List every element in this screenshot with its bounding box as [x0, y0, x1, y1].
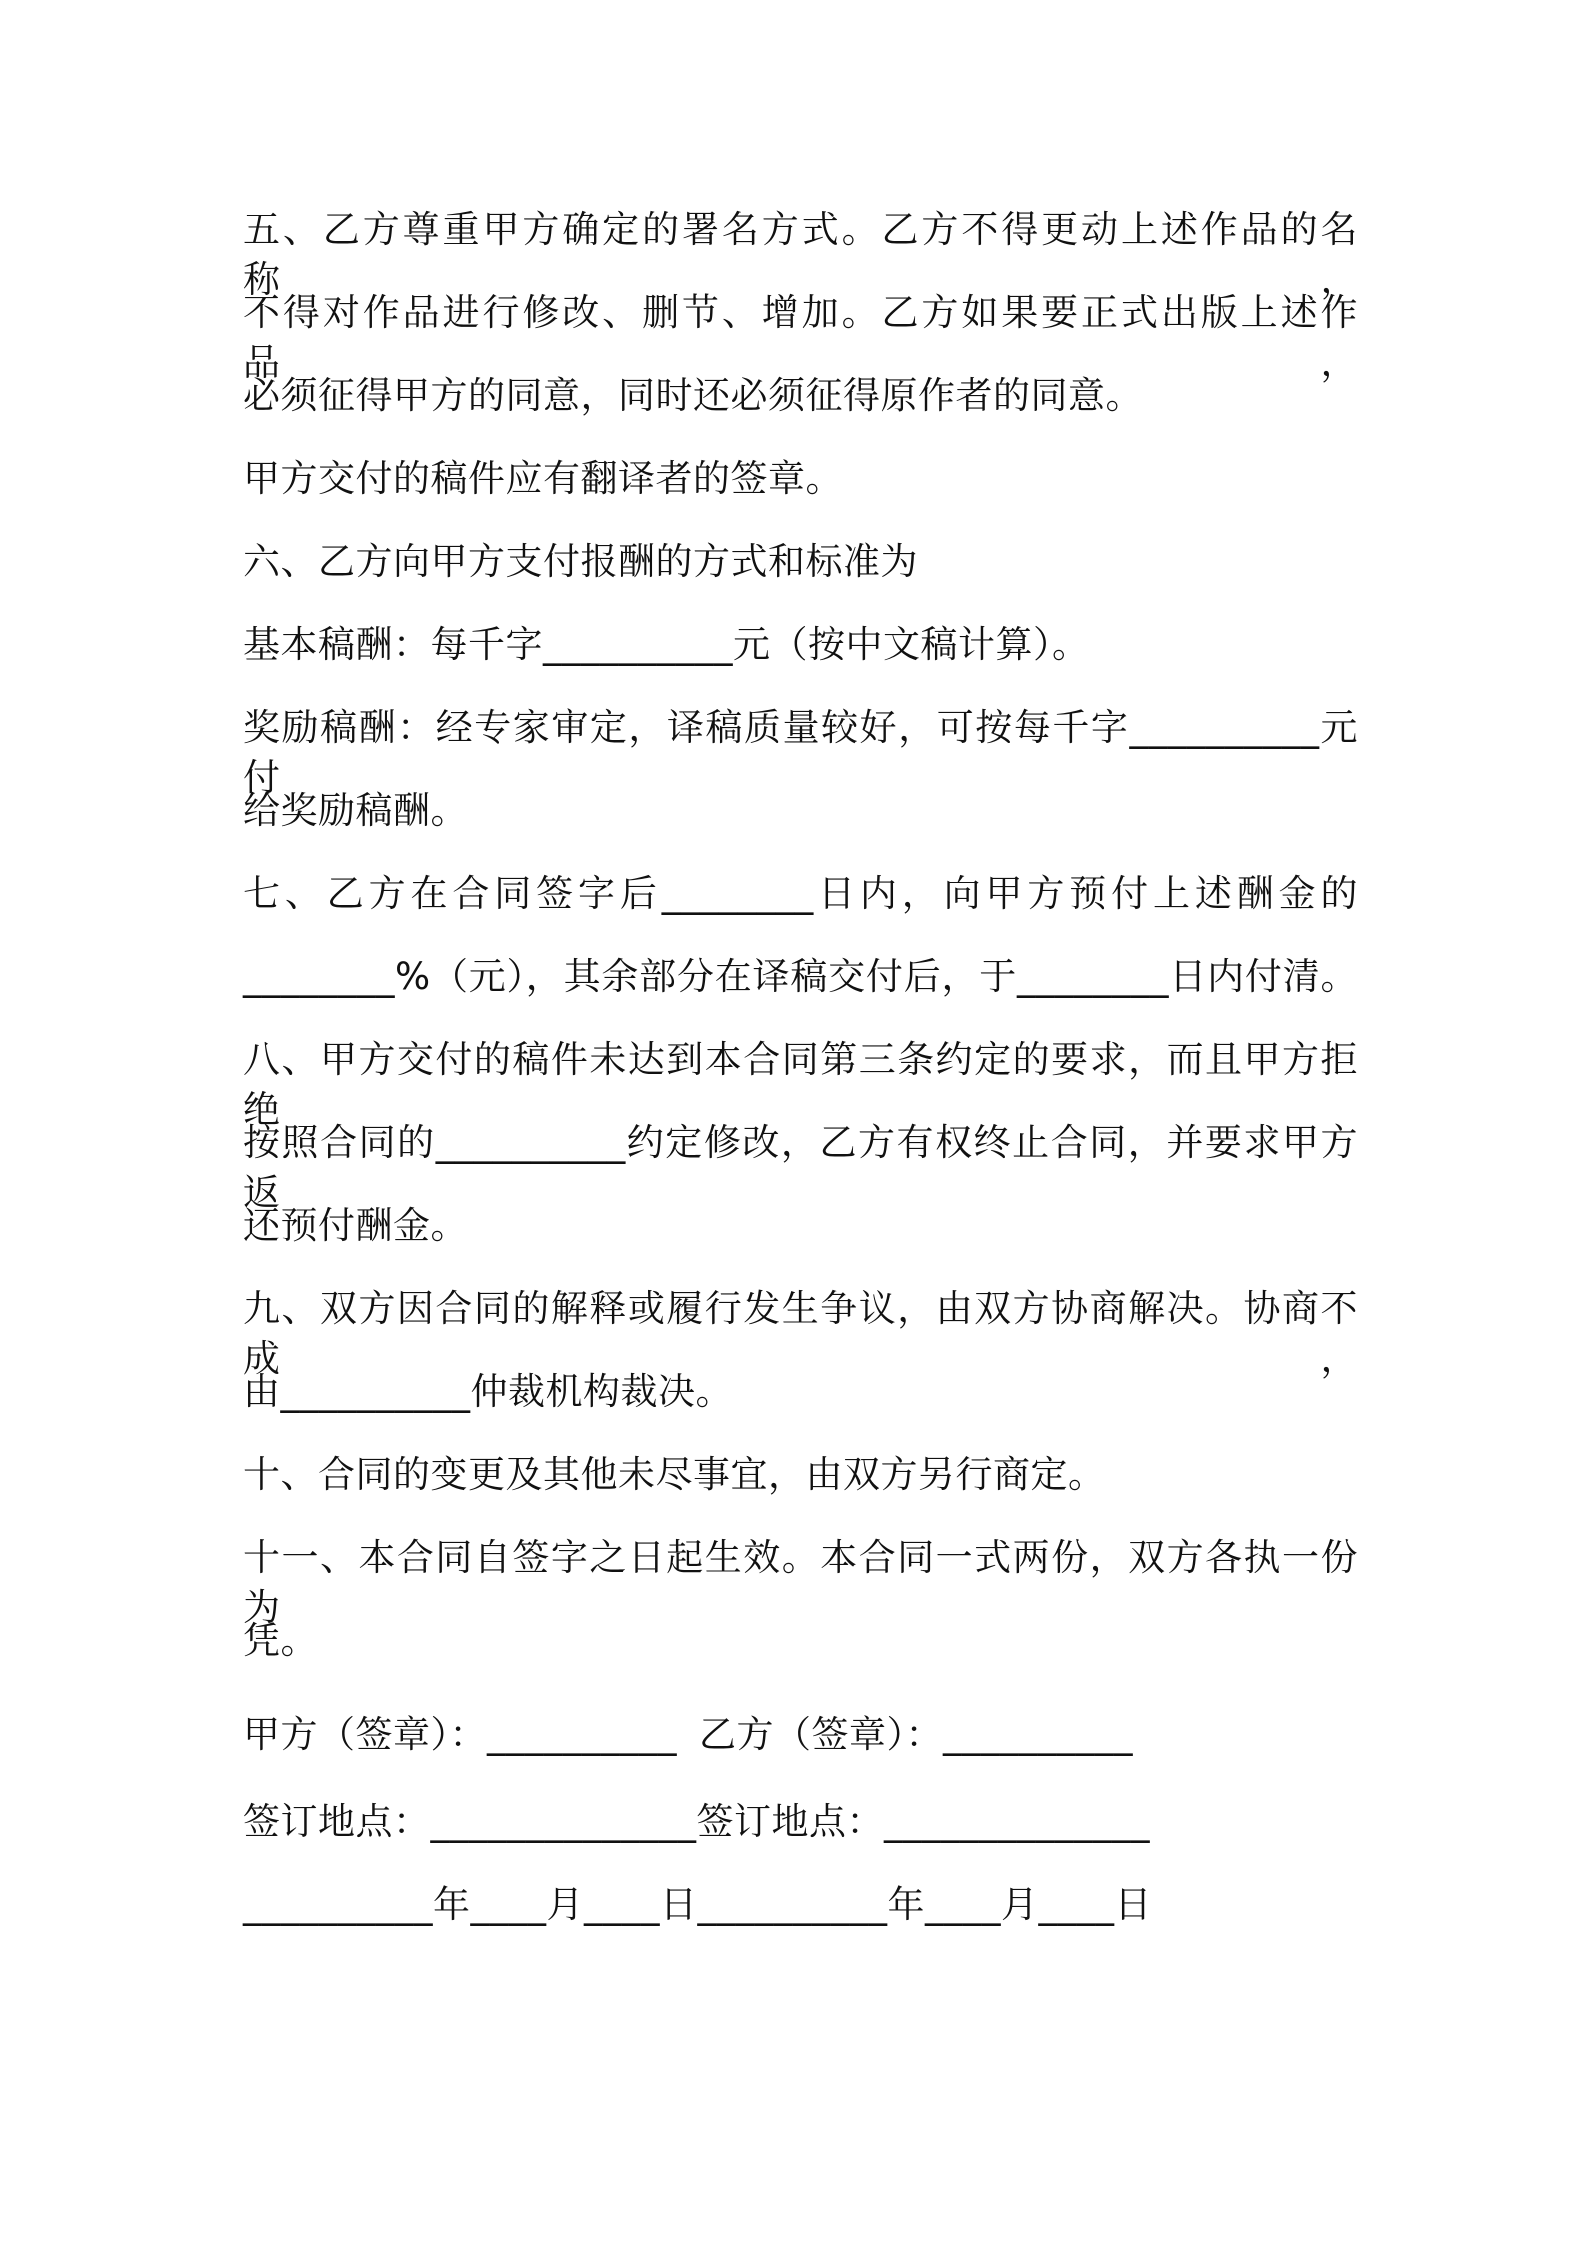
clause-11-line-2: 凭。	[243, 1619, 318, 1662]
clause-8-line-3: 还预付酬金。	[243, 1204, 468, 1247]
clause-9-line-2: 由__________仲裁机构裁决。	[243, 1370, 733, 1413]
clause-7-line-1: 七、乙方在合同签字后________日内，向甲方预付上述酬金的	[243, 872, 1358, 915]
clause-6-bonus-fee-line-1: 奖励稿酬：经专家审定，译稿质量较好，可按每千字__________元付	[243, 706, 1358, 799]
clause-5-line-2: 不得对作品进行修改、删节、增加。乙方如果要正式出版上述作品，	[243, 291, 1358, 384]
clause-6-basic-fee: 基本稿酬：每千字__________元（按中文稿计算）。	[243, 623, 1090, 666]
signing-date-row	[243, 1880, 1358, 1930]
signing-date-a: __________年____月____日	[243, 1883, 698, 1926]
party-b-signature: 乙方（签章）：__________	[699, 1713, 1133, 1756]
clause-5-line-3: 必须征得甲方的同意，同时还必须征得原作者的同意。	[243, 374, 1143, 417]
signing-date-b: __________年____月____日	[697, 1883, 1152, 1926]
clause-5-line-1: 五、乙方尊重甲方确定的署名方式。乙方不得更动上述作品的名称，	[243, 208, 1358, 301]
signature-row	[243, 1710, 1358, 1760]
clause-8-line-2: 按照合同的__________约定修改，乙方有权终止合同，并要求甲方返	[243, 1121, 1358, 1214]
clause-6-heading: 六、乙方向甲方支付报酬的方式和标准为	[243, 540, 918, 583]
clause-8-line-1: 八、甲方交付的稿件未达到本合同第三条约定的要求，而且甲方拒绝	[243, 1038, 1358, 1131]
clause-10: 十、合同的变更及其他未尽事宜，由双方另行商定。	[243, 1453, 1106, 1496]
party-a-signature: 甲方（签章）：__________	[243, 1713, 677, 1756]
clause-11-line-1: 十一、本合同自签字之日起生效。本合同一式两份，双方各执一份为	[243, 1536, 1358, 1629]
clause-6-bonus-fee-line-2: 给奖励稿酬。	[243, 789, 468, 832]
clause-5-line-4: 甲方交付的稿件应有翻译者的签章。	[243, 457, 843, 500]
signing-place-row	[243, 1797, 1358, 1847]
clause-7-line-2: ________%（元），其余部分在译稿交付后，于________日内付清。	[243, 955, 1358, 998]
signing-place-b: 签订地点：______________	[696, 1800, 1150, 1843]
signing-place-a: 签订地点：______________	[243, 1800, 697, 1843]
clause-9-line-1: 九、双方因合同的解释或履行发生争议，由双方协商解决。协商不成，	[243, 1287, 1358, 1380]
